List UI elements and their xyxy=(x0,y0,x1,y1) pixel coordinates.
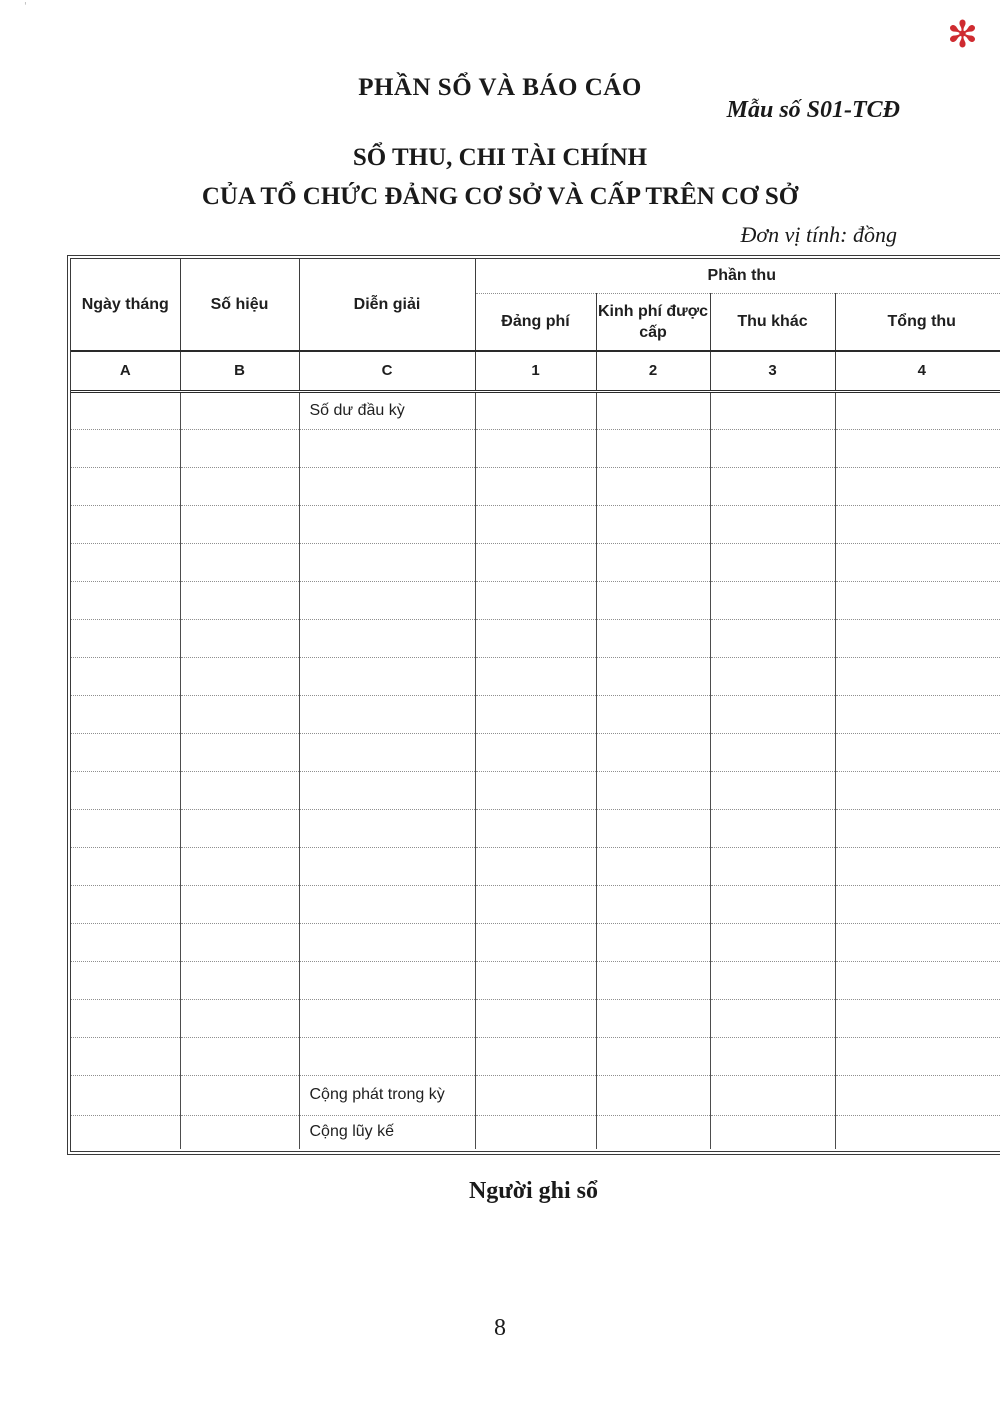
cell-dang-phi xyxy=(475,505,596,543)
table-row xyxy=(71,999,1000,1037)
cell-ngay-thang xyxy=(71,391,180,429)
table-row xyxy=(71,1037,1000,1075)
cell-so-hieu xyxy=(180,961,299,999)
cell-tong-thu xyxy=(835,885,1000,923)
table-row xyxy=(71,847,1000,885)
cell-tong-thu xyxy=(835,733,1000,771)
col-code-3: 3 xyxy=(710,351,835,391)
table-row xyxy=(71,771,1000,809)
cell-dien-giai xyxy=(299,847,475,885)
cell-thu-khac xyxy=(710,923,835,961)
cell-kinh-phi xyxy=(596,923,710,961)
cell-ngay-thang xyxy=(71,467,180,505)
cell-dang-phi xyxy=(475,999,596,1037)
group-header-phan-thu: Phần thu xyxy=(475,259,1000,293)
cell-thu-khac xyxy=(710,619,835,657)
cell-so-hieu xyxy=(180,1115,299,1149)
cell-dien-giai xyxy=(299,1037,475,1075)
col-header-so-hieu: Số hiệu xyxy=(180,259,299,351)
cell-ngay-thang xyxy=(71,1115,180,1149)
cell-dien-giai xyxy=(299,581,475,619)
table-row xyxy=(71,619,1000,657)
col-header-thu-khac: Thu khác xyxy=(710,293,835,351)
cell-tong-thu xyxy=(835,847,1000,885)
table-row-total-period xyxy=(71,1075,1000,1115)
cell-tong-thu xyxy=(835,543,1000,581)
cell-tong-thu xyxy=(835,1037,1000,1075)
table-header-row-group xyxy=(71,259,1000,293)
cell-kinh-phi xyxy=(596,847,710,885)
cell-so-hieu xyxy=(180,885,299,923)
cell-kinh-phi xyxy=(596,391,710,429)
cell-thu-khac xyxy=(710,429,835,467)
cell-dien-giai: Cộng phát trong kỳ xyxy=(299,1075,475,1115)
table-row xyxy=(71,581,1000,619)
cell-tong-thu xyxy=(835,619,1000,657)
table-row xyxy=(71,961,1000,999)
cell-dang-phi xyxy=(475,429,596,467)
cell-kinh-phi xyxy=(596,809,710,847)
cell-ngay-thang xyxy=(71,695,180,733)
cell-dien-giai xyxy=(299,923,475,961)
table-row xyxy=(71,391,1000,429)
cell-ngay-thang xyxy=(71,1075,180,1115)
col-code-c: C xyxy=(299,351,475,391)
cell-dang-phi xyxy=(475,733,596,771)
cell-kinh-phi xyxy=(596,619,710,657)
cell-ngay-thang xyxy=(71,505,180,543)
table-header-row-codes xyxy=(71,351,1000,391)
cell-dang-phi xyxy=(475,695,596,733)
cell-dang-phi xyxy=(475,467,596,505)
cell-so-hieu xyxy=(180,657,299,695)
table-row xyxy=(71,809,1000,847)
cell-ngay-thang xyxy=(71,809,180,847)
cell-so-hieu xyxy=(180,391,299,429)
col-code-2: 2 xyxy=(596,351,710,391)
cell-dien-giai: Cộng lũy kế xyxy=(299,1115,475,1149)
cell-dang-phi xyxy=(475,771,596,809)
table-row xyxy=(71,429,1000,467)
cell-kinh-phi xyxy=(596,695,710,733)
cell-dang-phi xyxy=(475,391,596,429)
cell-dang-phi xyxy=(475,885,596,923)
ledger-table-wrap xyxy=(67,255,1000,1155)
cell-dien-giai xyxy=(299,657,475,695)
col-code-1: 1 xyxy=(475,351,596,391)
table-row xyxy=(71,733,1000,771)
cell-so-hieu xyxy=(180,771,299,809)
cell-dien-giai xyxy=(299,467,475,505)
cell-thu-khac xyxy=(710,581,835,619)
cell-dien-giai xyxy=(299,543,475,581)
cell-thu-khac xyxy=(710,1037,835,1075)
col-header-dien-giai: Diễn giải xyxy=(299,259,475,351)
cell-so-hieu xyxy=(180,505,299,543)
cell-ngay-thang xyxy=(71,429,180,467)
cell-ngay-thang xyxy=(71,847,180,885)
cell-tong-thu xyxy=(835,961,1000,999)
cell-thu-khac xyxy=(710,733,835,771)
cell-so-hieu xyxy=(180,999,299,1037)
cell-dien-giai xyxy=(299,771,475,809)
red-flower-icon: ✻ xyxy=(946,13,978,56)
cell-thu-khac xyxy=(710,961,835,999)
col-header-tong-thu: Tổng thu xyxy=(835,293,1000,351)
cell-tong-thu xyxy=(835,809,1000,847)
cell-dang-phi xyxy=(475,657,596,695)
cell-ngay-thang xyxy=(71,999,180,1037)
cell-tong-thu xyxy=(835,467,1000,505)
col-code-a: A xyxy=(71,351,180,391)
table-row xyxy=(71,885,1000,923)
cell-dang-phi xyxy=(475,581,596,619)
document-title-line1: SỔ THU, CHI TÀI CHÍNH xyxy=(352,144,648,171)
table-row xyxy=(71,467,1000,505)
table-row xyxy=(71,657,1000,695)
cell-ngay-thang xyxy=(71,657,180,695)
cell-so-hieu xyxy=(180,923,299,961)
cell-so-hieu xyxy=(180,619,299,657)
cell-dang-phi xyxy=(475,1115,596,1149)
signer-label: Người ghi sổ xyxy=(468,1178,599,1204)
cell-dien-giai xyxy=(299,885,475,923)
cell-tong-thu xyxy=(835,657,1000,695)
unit-note: Đơn vị tính: đồng xyxy=(740,222,897,247)
cell-dang-phi xyxy=(475,1037,596,1075)
col-code-4: 4 xyxy=(835,351,1000,391)
cell-dang-phi xyxy=(475,1075,596,1115)
cell-thu-khac xyxy=(710,467,835,505)
table-row xyxy=(71,505,1000,543)
cell-so-hieu xyxy=(180,847,299,885)
cell-tong-thu xyxy=(835,999,1000,1037)
cell-so-hieu xyxy=(180,467,299,505)
cell-kinh-phi xyxy=(596,505,710,543)
cell-thu-khac xyxy=(710,847,835,885)
cell-so-hieu xyxy=(180,429,299,467)
cell-dien-giai xyxy=(299,999,475,1037)
cell-tong-thu xyxy=(835,505,1000,543)
cell-dien-giai xyxy=(299,809,475,847)
cell-thu-khac xyxy=(710,1115,835,1149)
document-title-line2: CỦA TỔ CHỨC ĐẢNG CƠ SỞ VÀ CẤP TRÊN CƠ SỞ xyxy=(201,183,799,210)
col-code-b: B xyxy=(180,351,299,391)
cell-tong-thu xyxy=(835,1115,1000,1149)
cell-so-hieu xyxy=(180,1075,299,1115)
cell-ngay-thang xyxy=(71,885,180,923)
ledger-table xyxy=(71,259,1000,1149)
cell-ngay-thang xyxy=(71,619,180,657)
table-row xyxy=(71,923,1000,961)
cell-kinh-phi xyxy=(596,1075,710,1115)
col-header-kinh-phi-duoc-cap: Kinh phí được cấp xyxy=(596,293,710,351)
cell-thu-khac xyxy=(710,505,835,543)
cell-so-hieu xyxy=(180,1037,299,1075)
cell-kinh-phi xyxy=(596,467,710,505)
cell-ngay-thang xyxy=(71,923,180,961)
page-number: 8 xyxy=(494,1315,506,1341)
cell-dien-giai xyxy=(299,695,475,733)
cell-ngay-thang xyxy=(71,733,180,771)
cell-dang-phi xyxy=(475,619,596,657)
table-row xyxy=(71,543,1000,581)
cell-ngay-thang xyxy=(71,961,180,999)
cell-kinh-phi xyxy=(596,961,710,999)
cell-tong-thu xyxy=(835,771,1000,809)
section-title: PHẦN SỔ VÀ BÁO CÁO xyxy=(358,74,642,101)
cell-kinh-phi xyxy=(596,1115,710,1149)
cell-tong-thu xyxy=(835,391,1000,429)
cell-kinh-phi xyxy=(596,581,710,619)
cell-thu-khac xyxy=(710,391,835,429)
cell-ngay-thang xyxy=(71,543,180,581)
cell-thu-khac xyxy=(710,809,835,847)
cell-dien-giai xyxy=(299,961,475,999)
cell-kinh-phi xyxy=(596,1037,710,1075)
cell-tong-thu xyxy=(835,923,1000,961)
cell-thu-khac xyxy=(710,999,835,1037)
cell-so-hieu xyxy=(180,543,299,581)
cell-kinh-phi xyxy=(596,885,710,923)
cell-dien-giai: Số dư đầu kỳ xyxy=(299,391,475,429)
cell-tong-thu xyxy=(835,429,1000,467)
cell-kinh-phi xyxy=(596,429,710,467)
cell-thu-khac xyxy=(710,657,835,695)
col-header-dang-phi: Đảng phí xyxy=(475,293,596,351)
cell-dien-giai xyxy=(299,733,475,771)
cell-kinh-phi xyxy=(596,999,710,1037)
cell-kinh-phi xyxy=(596,733,710,771)
cell-tong-thu xyxy=(835,1075,1000,1115)
table-row xyxy=(71,695,1000,733)
cell-ngay-thang xyxy=(71,771,180,809)
cell-tong-thu xyxy=(835,695,1000,733)
cell-thu-khac xyxy=(710,695,835,733)
cell-so-hieu xyxy=(180,733,299,771)
cell-thu-khac xyxy=(710,543,835,581)
cell-dien-giai xyxy=(299,429,475,467)
form-number: Mẫu số S01-TCĐ xyxy=(726,97,900,123)
cell-tong-thu xyxy=(835,581,1000,619)
cell-ngay-thang xyxy=(71,581,180,619)
cell-ngay-thang xyxy=(71,1037,180,1075)
cell-thu-khac xyxy=(710,885,835,923)
cell-dien-giai xyxy=(299,505,475,543)
cell-dang-phi xyxy=(475,809,596,847)
cell-thu-khac xyxy=(710,1075,835,1115)
cell-dang-phi xyxy=(475,543,596,581)
cell-dang-phi xyxy=(475,847,596,885)
table-row-cumulative-total xyxy=(71,1115,1000,1149)
col-header-ngay-thang: Ngày tháng xyxy=(71,259,180,351)
cell-so-hieu xyxy=(180,581,299,619)
cell-dang-phi xyxy=(475,923,596,961)
cell-dang-phi xyxy=(475,961,596,999)
cell-kinh-phi xyxy=(596,657,710,695)
cell-so-hieu xyxy=(180,809,299,847)
cell-kinh-phi xyxy=(596,771,710,809)
cell-kinh-phi xyxy=(596,543,710,581)
cell-dien-giai xyxy=(299,619,475,657)
scan-artifact-mark: ' xyxy=(24,1,27,12)
cell-so-hieu xyxy=(180,695,299,733)
cell-thu-khac xyxy=(710,771,835,809)
